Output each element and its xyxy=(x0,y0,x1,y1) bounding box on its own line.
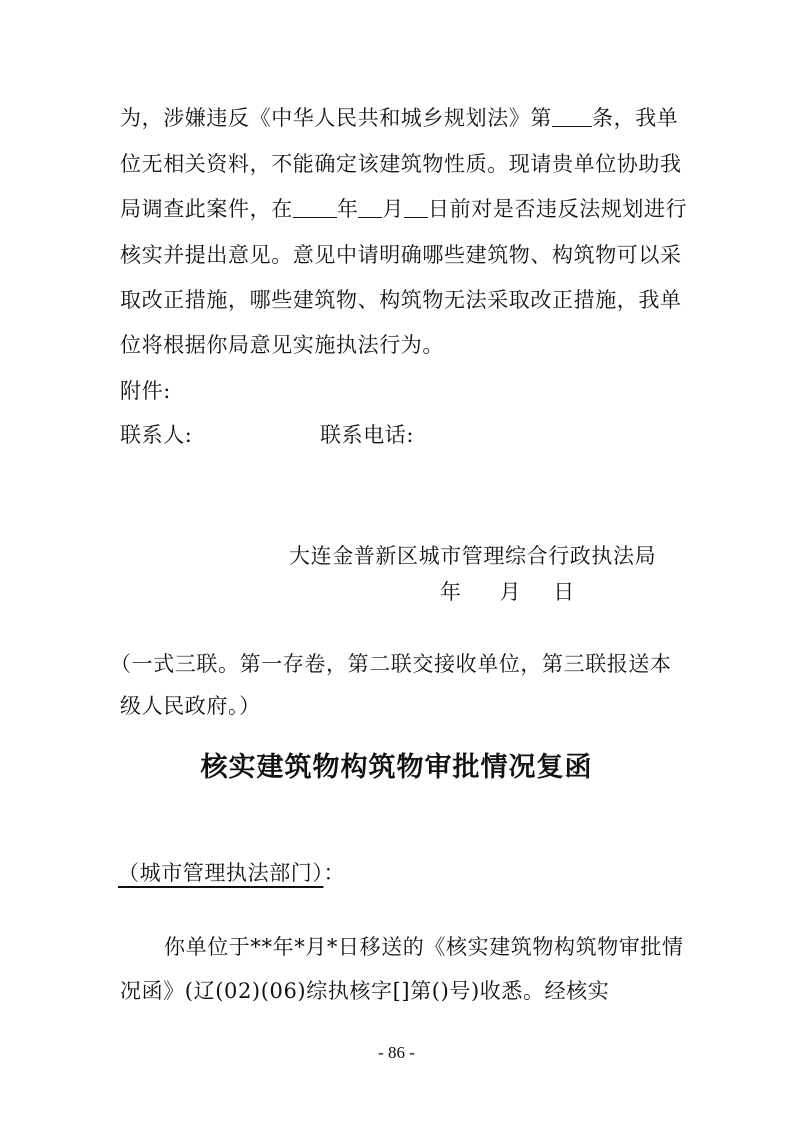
contact-person-label: 联系人: xyxy=(120,423,193,447)
year-blank xyxy=(293,197,337,218)
body-line-2: 位无相关资料，不能确定该建筑物性质。现请贵单位协助我 xyxy=(120,152,682,176)
month-blank xyxy=(358,197,382,218)
reply-letter-title: 核实建筑物构筑物审批情况复函 xyxy=(200,752,593,783)
copies-note-line-2: 级人民政府。） xyxy=(120,694,261,718)
addressee-line: （城市管理执法部门）： xyxy=(118,861,346,885)
body-line-3: 局调查此案件，在 年 月 日前对是否违反法规划进行 xyxy=(120,197,688,221)
page-number: - 86 - xyxy=(378,1043,415,1062)
body-line-6: 位将根据你局意见实施执法行为。 xyxy=(120,333,444,357)
body-line-1: 为，涉嫌违反《中华人民共和城乡规划法》第 条，我单 xyxy=(120,106,679,130)
article-number-blank xyxy=(552,106,592,127)
attachment-label: 附件: xyxy=(120,379,171,403)
contact-phone-label: 联系电话: xyxy=(320,423,415,447)
issue-date: 年 月 日 xyxy=(440,580,575,604)
reply-body-line-1: 你单位于**年*月*日移送的《核实建筑物构筑物审批情 xyxy=(164,935,684,959)
reply-body-line-2: 况函》(辽(02)(06)综执核字[]第()号)收悉。经核实 xyxy=(120,979,610,1003)
contact-row xyxy=(120,420,680,450)
day-blank xyxy=(404,197,428,218)
addressee-department: （城市管理执法部门） xyxy=(118,861,324,885)
copies-note-line-1: （一式三联。第一存卷，第二联交接收单位，第三联报送本 xyxy=(110,652,672,676)
issuer-name: 大连金普新区城市管理综合行政执法局 xyxy=(289,544,657,568)
body-line-5: 取改正措施，哪些建筑物、构筑物无法采取改正措施，我单 xyxy=(120,288,682,312)
body-line-4: 核实并提出意见。意见中请明确哪些建筑物、构筑物可以采 xyxy=(120,243,682,267)
